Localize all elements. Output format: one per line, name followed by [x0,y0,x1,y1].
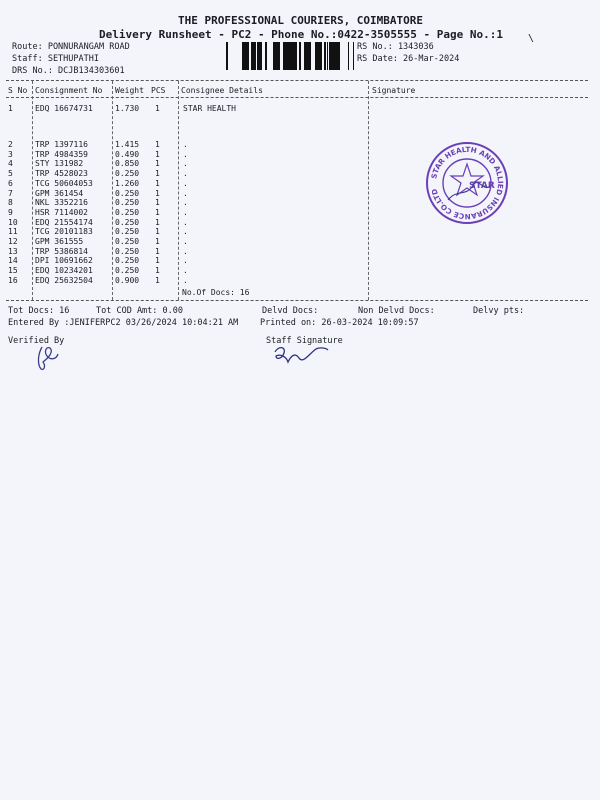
cell-pcs: 1 [155,227,160,237]
cell-consignment: NKL 3352216 [35,198,88,208]
cell-sno: 4 [8,159,13,169]
cell-consignment: EDQ 25632504 [35,275,93,285]
barcode-bar [277,42,280,70]
cell-weight: 0.250 [115,246,140,256]
verified-signature [34,344,64,372]
col-header-sno: S No [8,86,28,95]
barcode-bar [247,42,248,70]
barcode-bar [251,42,254,70]
table-top-rule [6,80,588,81]
table-row [0,218,360,228]
cell-consignee: . [183,198,188,208]
barcode-bar [283,42,285,70]
cell-sno: 13 [8,246,18,256]
cell-consignee: . [183,237,188,246]
barcode-bar [293,42,294,70]
staff-label: Staff: SETHUPATHI [12,54,99,64]
cell-consignee: . [183,169,188,179]
cell-consignment: DPI 10691662 [35,256,93,266]
barcode-bar [290,42,293,70]
runsheet-title: Delivery Runsheet - PC2 - Phone No.:0422-3505555 - Page No.:1 [99,28,503,41]
cell-weight: 0.250 [115,237,140,246]
cell-weight: 0.250 [115,227,140,237]
cell-weight: 0.250 [115,188,140,198]
cell-consignment: EDQ 16674731 [35,104,93,113]
cell-sno: 11 [8,227,18,237]
cell-consignment: TRP 4528023 [35,169,88,179]
barcode-bar [333,42,336,70]
cell-sno: 6 [8,178,13,188]
barcode-bar [308,42,311,70]
cell-consignment: GPM 361454 [35,188,84,198]
cell-sno: 3 [8,149,13,159]
verified-by-label: Verified By [8,336,65,346]
delvy-pts: Delvy pts: [473,306,525,316]
cell-weight: 1.260 [115,178,140,188]
barcode-bar [336,42,338,70]
table-row [0,150,360,160]
margin-mark: \ [528,33,535,44]
cell-consignee: . [183,207,188,217]
cell-sno: 8 [8,198,13,208]
cell-weight: 0.490 [115,149,140,159]
cell-pcs: 1 [155,246,160,256]
cell-weight: 0.250 [115,217,140,227]
cell-consignment: TRP 1397116 [35,140,88,149]
barcode-bar [315,42,318,70]
table-row [0,266,360,276]
col-header-signature: Signature [372,86,416,95]
barcode-bar [338,42,339,70]
cell-sno: 9 [8,207,13,217]
stamp-ring-text: STAR HEALTH AND ALLIED INSURANCE CO.LTD [429,144,506,222]
table-row [0,159,360,169]
table-row [0,169,360,179]
staff-signature [272,344,330,366]
drs-label: DRS No.: DCJB134303601 [12,66,125,76]
barcode-bar [273,42,274,70]
cell-consignment: TRP 5386814 [35,246,88,256]
cell-pcs: 1 [155,188,160,198]
cell-pcs: 1 [155,275,160,285]
cell-pcs: 1 [155,256,160,266]
barcode-bar [254,42,256,70]
rs-no: RS No.: 1343036 [357,42,434,52]
barcode-bar [348,42,349,70]
cell-pcs: 1 [155,149,160,159]
col-header-weight: Weight [115,86,144,95]
cell-weight: 1.730 [115,104,140,113]
cell-weight: 0.250 [115,169,140,179]
cell-pcs: 1 [155,198,160,208]
cell-sno: 16 [8,275,18,285]
cell-consignee: . [183,246,188,256]
tot-cod-amt: Tot COD Amt: 0.00 [96,306,183,316]
cell-pcs: 1 [155,217,160,227]
cell-sno: 10 [8,217,18,227]
cell-consignee: . [183,266,188,276]
barcode-bar [265,42,267,70]
barcode-bar [305,42,308,70]
barcode-bar [294,42,297,70]
barcode-bar [304,42,305,70]
cell-consignee: . [183,256,188,266]
table-row [0,247,360,257]
cell-pcs: 1 [155,207,160,217]
cell-consignment: TCG 20101183 [35,227,93,237]
barcode-bar [324,42,326,70]
cell-weight: 0.250 [115,266,140,276]
tot-docs: Tot Docs: 16 [8,306,70,316]
cell-sno: 7 [8,188,13,198]
table-row [0,104,360,114]
staff-signature-label: Staff Signature [266,336,343,346]
cell-sno: 1 [8,104,13,113]
cell-pcs: 1 [155,237,160,246]
barcode-bar [287,42,290,70]
cell-weight: 0.900 [115,275,140,285]
cell-consignment: EDQ 10234201 [35,266,93,276]
col-header-consignee: Consignee Details [181,86,263,95]
cell-weight: 1.415 [115,140,140,149]
stamp-center-text: STAR [469,181,495,191]
route-label: Route: PONNURANGAM ROAD [12,42,130,52]
barcode-bar [226,42,228,70]
cell-consignment: GPM 361555 [35,237,84,246]
table-row [0,140,360,150]
delvd-docs: Delvd Docs: [262,306,319,316]
cell-consignment: EDQ 21554174 [35,217,93,227]
cell-pcs: 1 [155,159,160,169]
cell-consignment: STY 131982 [35,159,84,169]
cell-pcs: 1 [155,140,160,149]
cell-weight: 0.250 [115,256,140,266]
table-row [0,189,360,199]
barcode-bar [330,42,332,70]
cell-sno: 15 [8,266,18,276]
no-of-docs: No.Of Docs: 16 [182,288,250,297]
barcode-bar [242,42,245,70]
cell-consignment: TCG 50604053 [35,178,93,188]
cell-pcs: 1 [155,178,160,188]
table-row [0,237,360,247]
col-divider [368,81,369,300]
barcode-bar [353,42,354,70]
barcode-bar [339,42,340,70]
rs-date: RS Date: 26-Mar-2024 [357,54,460,64]
cell-sno: 12 [8,237,18,246]
entered-by: Entered By :JENIFERPC2 03/26/2024 10:04:21 AM [8,318,239,328]
barcode-bar [318,42,320,70]
non-delvd-docs: Non Delvd Docs: [358,306,435,316]
barcode-bar [257,42,259,70]
cell-consignee: . [183,159,188,169]
table-row [0,227,360,237]
cell-weight: 0.250 [115,198,140,208]
cell-consignee: . [183,149,188,159]
table-row [0,256,360,266]
table-row [0,179,360,189]
table-row [0,276,360,286]
cell-consignee: . [183,275,188,285]
table-header-rule [6,97,588,98]
barcode-bar [274,42,277,70]
cell-pcs: 1 [155,169,160,179]
cell-consignee: . [183,188,188,198]
barcode-bar [327,42,328,70]
table-row [0,208,360,218]
cell-weight: 0.250 [115,207,140,217]
cell-sno: 14 [8,256,18,266]
barcode-bar [329,42,330,70]
company-title: THE PROFESSIONAL COURIERS, COIMBATORE [178,14,424,27]
cell-sno: 5 [8,169,13,179]
table-bottom-rule [6,300,588,301]
barcode-bar [245,42,247,70]
barcode-bar [285,42,287,70]
cell-weight: 0.850 [115,159,140,169]
cell-consignee: . [183,217,188,227]
barcode-bar [320,42,322,70]
barcode-bar [299,42,301,70]
cell-consignment: TRP 4984359 [35,149,88,159]
cell-consignee: . [183,140,188,149]
company-stamp [424,140,510,226]
cell-pcs: 1 [155,266,160,276]
printed-on: Printed on: 26-03-2024 10:09:57 [260,318,419,328]
table-row [0,198,360,208]
cell-pcs: 1 [155,104,160,113]
cell-consignment: HSR 7114002 [35,207,88,217]
barcode-bar [332,42,333,70]
col-header-pcs: PCS [151,86,166,95]
cell-sno: 2 [8,140,13,149]
cell-consignee: . [183,227,188,237]
cell-consignee: . [183,178,188,188]
col-header-consignment: Consignment No [35,86,103,95]
barcode [226,42,354,70]
barcode-bar [259,42,262,70]
barcode-bar [248,42,249,70]
cell-consignee: STAR HEALTH [183,104,236,113]
